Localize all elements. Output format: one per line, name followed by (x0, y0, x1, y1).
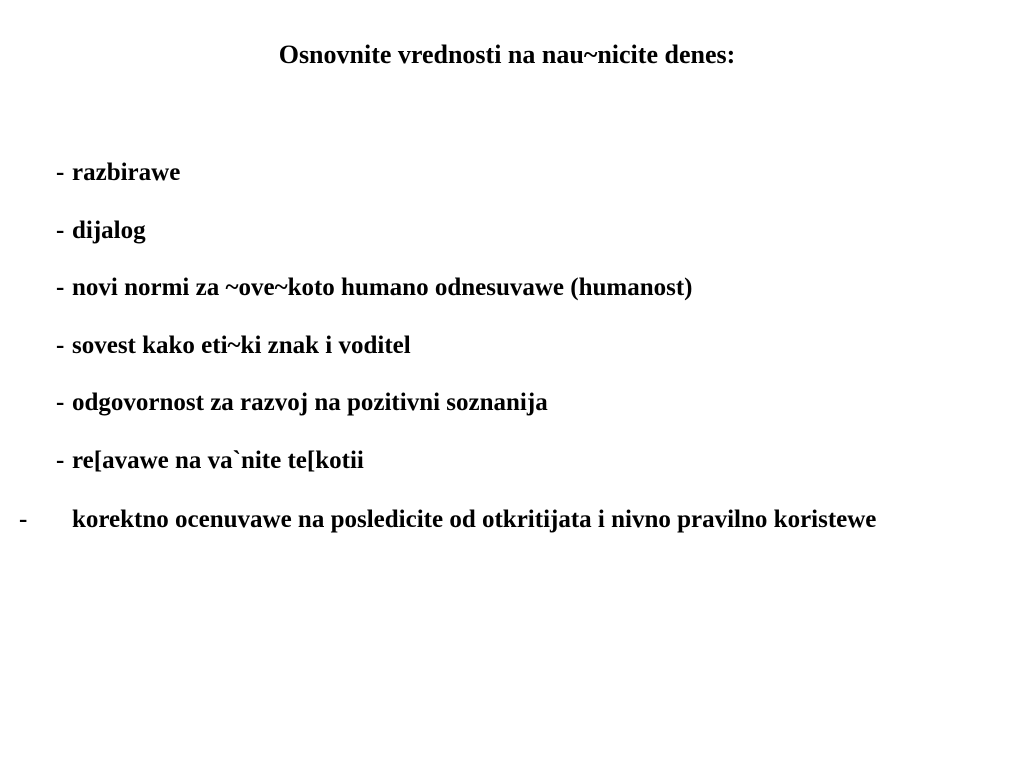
bullet-marker: - (56, 389, 65, 416)
list-item-text: dijalog (72, 216, 146, 244)
bullet-marker: - (56, 274, 65, 301)
list-item (56, 382, 956, 424)
list-item-text: odgovornost za razvoj na pozitivni soznanija (72, 389, 548, 416)
bullet-marker: - (56, 446, 65, 474)
list-item (56, 267, 956, 309)
bullet-marker: - (56, 216, 65, 244)
bullet-marker: - (56, 159, 65, 186)
bullet-marker: - (56, 331, 65, 359)
bullet-list (19, 152, 956, 559)
list-item-text: re[avawe na va`nite te[kotii (72, 446, 364, 474)
list-item (56, 440, 956, 482)
list-item (56, 152, 956, 194)
bullet-marker: - (19, 506, 28, 533)
list-item (56, 210, 956, 252)
list-item (56, 325, 956, 367)
slide-title: Osnovnite vrednosti na nau~nicite denes: (278, 40, 736, 69)
list-item-text: sovest kako eti~ki znak i voditel (72, 331, 411, 359)
list-item (19, 497, 973, 543)
list-item-text: novi normi za ~ove~koto humano odnesuvawe (humanost) (72, 274, 693, 301)
list-item-text: razbirawe (72, 159, 181, 186)
list-item-text: korektno ocenuvawe na posledicite od otkritijata i nivno pravilno koristewe (72, 506, 877, 533)
